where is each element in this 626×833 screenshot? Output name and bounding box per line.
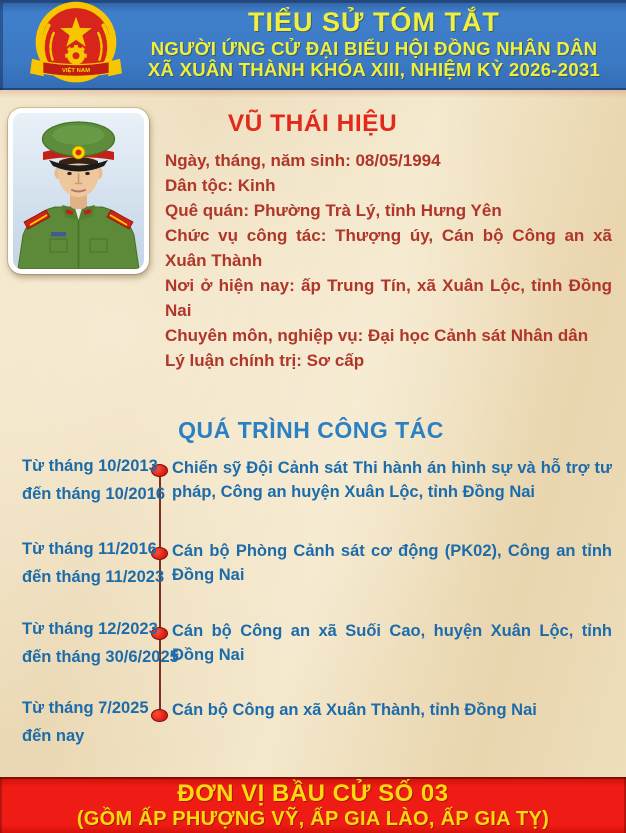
electoral-unit-title: ĐƠN VỊ BẦU CỬ SỐ 03 bbox=[177, 780, 449, 807]
period-from: Từ tháng 10/2013 bbox=[22, 457, 158, 475]
timeline-period bbox=[22, 619, 179, 675]
period-to: đến nay bbox=[22, 727, 85, 745]
profile-field-ethnicity: Dân tộc: Kinh bbox=[165, 176, 276, 195]
profile-field-position: Chức vụ công tác: Thượng úy, Cán bộ Công an xã Xuân Thành bbox=[165, 226, 612, 270]
profile-details bbox=[165, 148, 612, 373]
header-text-block bbox=[130, 6, 618, 80]
vietnam-national-emblem-icon bbox=[17, 1, 135, 89]
profile-field-hometown: Quê quán: Phường Trà Lý, tỉnh Hưng Yên bbox=[165, 201, 502, 220]
timeline-period bbox=[22, 539, 165, 595]
header-banner bbox=[0, 0, 626, 90]
electoral-unit-detail: (GỒM ẤP PHƯỢNG VỸ, ẤP GIA LÀO, ẤP GIA TỴ) bbox=[76, 808, 550, 830]
timeline-description: Chiến sỹ Đội Cảnh sát Thi hành án hình sự và hỗ trợ tư pháp, Công an huyện Xuân Lộc, tỉnh Đồng Nai bbox=[172, 459, 612, 501]
candidate-name: VŨ THÁI HIỆU bbox=[227, 110, 398, 137]
profile-field-birthdate: Ngày, tháng, năm sinh: 08/05/1994 bbox=[165, 151, 441, 170]
period-from: Từ tháng 11/2016 bbox=[22, 540, 157, 558]
period-to: đến tháng 10/2016 bbox=[22, 485, 166, 503]
profile-field-education: Chuyên môn, nghiệp vụ: Đại học Cảnh sát Nhân dân bbox=[165, 326, 589, 345]
poster-subtitle-line2: XÃ XUÂN THÀNH KHÓA XIII, NHIỆM KỲ 2026-2031 bbox=[147, 59, 601, 80]
header-shadow bbox=[0, 90, 626, 98]
poster-subtitle-line1: NGƯỜI ỨNG CỬ ĐẠI BIỂU HỘI ĐỒNG NHÂN DÂN bbox=[150, 38, 598, 59]
police-officer-portrait-icon bbox=[13, 113, 144, 269]
timeline-period bbox=[22, 456, 166, 512]
period-to: đến tháng 30/6/2025 bbox=[22, 648, 179, 666]
period-from: Từ tháng 12/2023 bbox=[22, 620, 158, 638]
period-to: đến tháng 11/2023 bbox=[22, 568, 165, 586]
poster-title: TIỂU SỬ TÓM TẮT bbox=[248, 7, 500, 37]
profile-field-political-theory: Lý luận chính trị: Sơ cấp bbox=[165, 351, 365, 370]
timeline-description: Cán bộ Phòng Cảnh sát cơ động (PK02), Công an tỉnh Đồng Nai bbox=[172, 542, 612, 584]
candidate-photo bbox=[8, 108, 149, 274]
profile-field-residence: Nơi ở hiện nay: ấp Trung Tín, xã Xuân Lộc, tỉnh Đồng Nai bbox=[165, 276, 612, 320]
timeline-description: Cán bộ Công an xã Xuân Thành, tỉnh Đồng Nai bbox=[172, 701, 537, 719]
career-section-heading: QUÁ TRÌNH CÔNG TÁC bbox=[178, 417, 444, 443]
timeline-description: Cán bộ Công an xã Suối Cao, huyện Xuân Lộc, tỉnh Đồng Nai bbox=[172, 622, 612, 664]
period-from: Từ tháng 7/2025 bbox=[22, 699, 149, 717]
emblem-banner-text: VIỆT NAM bbox=[61, 67, 90, 74]
timeline-period bbox=[22, 698, 162, 754]
footer-banner bbox=[0, 777, 626, 833]
